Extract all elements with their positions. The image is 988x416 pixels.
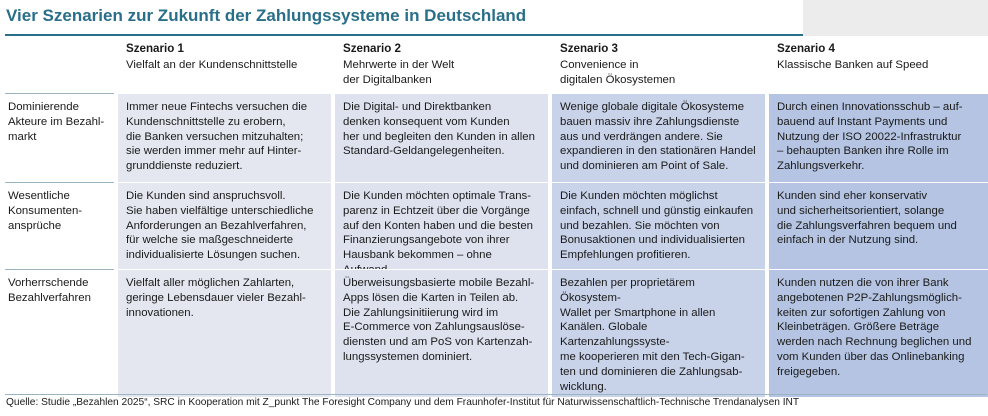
table-cell: Wenige globale digitale Ökosysteme bauen massiv ihre Zahlungsdienste aus und verdrängen andere. Sie expandieren in den stationären Handel und dominieren am Point of Sale. — [552, 93, 765, 182]
table-cell: Bezahlen per proprietärem Ökosystem- Wallet per Smartphone in allen Kanälen. Globale Kartenzahlungssyste- me kooperieren mit den Tech-Gigan- ten und dominieren die Zahlungsab- wicklung. — [552, 269, 765, 397]
table-cell: Die Kunden sind anspruchsvoll. Sie haben vielfältige unterschiedliche Anforderungen an Bezahlverfahren, für welche sie maßgeschneiderte individualisierte Lösungen suchen. — [118, 182, 331, 269]
table-cell: Die Digital- und Direktbanken denken konsequent vom Kunden her und begleiten den Kunden in allen Standard-Geldangelegenheiten. — [335, 93, 548, 182]
corner-cell — [5, 36, 114, 93]
scenario-name: Szenario 1 — [126, 42, 184, 55]
table-cell: Immer neue Fintechs versuchen die Kundenschnittstelle zu erobern, die Banken versuchen mitzuhalten; sie werden immer mehr auf Hinter- grunddienste reduziert. — [118, 93, 331, 182]
scenario-name: Szenario 3 — [560, 42, 618, 55]
scenario-description: Convenience in digitalen Ökosystemen — [560, 58, 676, 86]
header-scenario-1 — [118, 36, 331, 93]
table-cell: Kunden sind eher konservativ und sicherheitsorientiert, solange die Zahlungsverfahren bequem und einfach in der Nutzung sind. — [769, 182, 988, 269]
scenario-name: Szenario 4 — [777, 42, 835, 55]
table-cell: Durch einen Innovationsschub – auf- bauend auf Instant Payments und Nutzung der ISO 20022-Infrastruktur – behaupten Banken ihre Rolle im Zahlungsverkehr. — [769, 93, 988, 182]
table-cell: Die Kunden möchten möglichst einfach, schnell und günstig einkaufen und bezahlen. Sie möchten von Bonusaktionen und individualisierten Empfehlungen profitieren. — [552, 182, 765, 269]
header-scenario-3 — [552, 36, 765, 93]
scenario-description: Klassische Banken auf Speed — [777, 58, 929, 71]
scenario-table — [5, 36, 988, 397]
source-note: Quelle: Studie „Bezahlen 2025“, SRC in Kooperation mit Z_punkt The Foresight Company und dem Fraunhofer-Institut für Naturwissenschaftlich-Technische Trendanalysen INT — [6, 397, 800, 408]
decorative-band — [803, 0, 988, 36]
scenario-name: Szenario 2 — [343, 42, 401, 55]
page-title: Vier Szenarien zur Zukunft der Zahlungssysteme in Deutschland — [6, 6, 527, 25]
table-cell: Überweisungsbasierte mobile Bezahl- Apps lösen die Karten in Teilen ab. Die Zahlungsinitiierung wird im E-Commerce von Zahlungsauslöse- diensten und am PoS von Kartenzah- lungssystemen dominiert. — [335, 269, 548, 397]
scenario-description: Mehrwerte in der Welt der Digitalbanken — [343, 58, 455, 86]
scenario-description: Vielfalt an der Kundenschnittstelle — [126, 58, 298, 71]
row-label-ansprueche: Wesentliche Konsumenten- ansprüche — [5, 182, 114, 269]
bottom-rule — [5, 394, 987, 395]
header-scenario-4 — [769, 36, 988, 93]
table-cell: Kunden nutzen die von ihrer Bank angebotenen P2P-Zahlungsmöglich- keiten zur sofortigen Zahlung von Kleinbeträgen. Größere Beträge werden nach Rechnung beglichen und vom Kunden über das Onlinebanking freigegeben. — [769, 269, 988, 397]
table-cell: Vielfalt aller möglichen Zahlarten, geringe Lebensdauer vieler Bezahl- innovationen. — [118, 269, 331, 397]
row-label-akteure: Dominierende Akteure im Bezahl- markt — [5, 93, 114, 182]
row-label-bezahlverfahren: Vorherrschende Bezahlverfahren — [5, 269, 114, 397]
table-cell: Die Kunden möchten optimale Trans- parenz in Echtzeit über die Vorgänge auf den Konten haben und die besten Finanzierungsangebote von ihrer Hausbank bekommen – ohne — [335, 182, 548, 269]
header-scenario-2 — [335, 36, 548, 93]
